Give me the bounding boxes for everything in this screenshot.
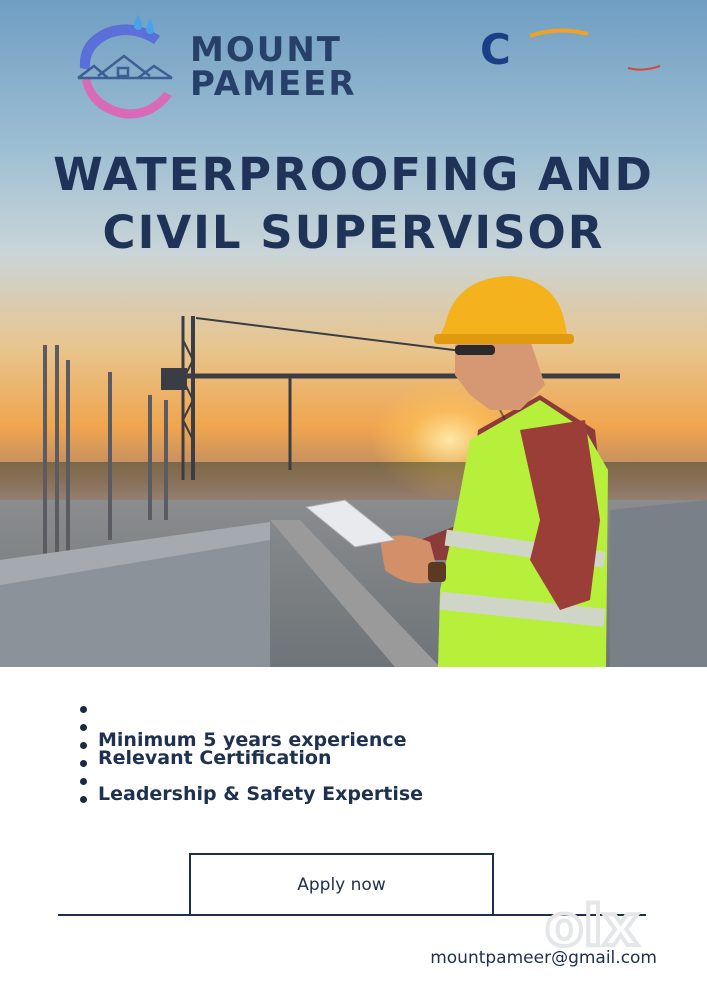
bullet-icon	[80, 760, 87, 767]
bullet-icon	[80, 778, 87, 785]
olx-watermark	[545, 893, 675, 955]
brand-name	[190, 30, 357, 104]
brand-name-line1: MOUNT	[190, 30, 342, 70]
contact-email[interactable]: mountpameer@gmail.com	[430, 948, 657, 968]
hand-icon	[82, 78, 172, 119]
watermark-text: olx	[545, 894, 639, 955]
apply-now-button[interactable]: Apply now	[189, 853, 494, 914]
requirement-item: Relevant Certification	[80, 736, 423, 754]
partner-initial: C	[480, 25, 511, 74]
hard-hat	[436, 276, 570, 344]
bullet-icon	[80, 796, 87, 803]
bullet-icon	[80, 706, 87, 713]
job-title-line1: WATERPROOFING AND	[53, 148, 654, 201]
requirement-item: Leadership & Safety Expertise	[80, 772, 423, 790]
house-roofs-icon	[78, 56, 172, 78]
brand-name-line2: PAMEER	[190, 64, 357, 104]
requirement-item	[80, 754, 423, 772]
requirement-item	[80, 700, 423, 718]
mount-pameer-logo	[72, 10, 184, 122]
rebar-columns	[45, 345, 166, 560]
tablet	[306, 500, 395, 547]
requirement-item	[80, 790, 423, 808]
bullet-icon	[80, 742, 87, 749]
partner-logo	[478, 22, 668, 82]
job-title-line2: CIVIL SUPERVISOR	[102, 206, 605, 259]
job-title	[0, 146, 707, 262]
requirement-item: Minimum 5 years experience	[80, 718, 423, 736]
bullet-icon	[80, 724, 87, 731]
requirements-list	[80, 700, 423, 808]
